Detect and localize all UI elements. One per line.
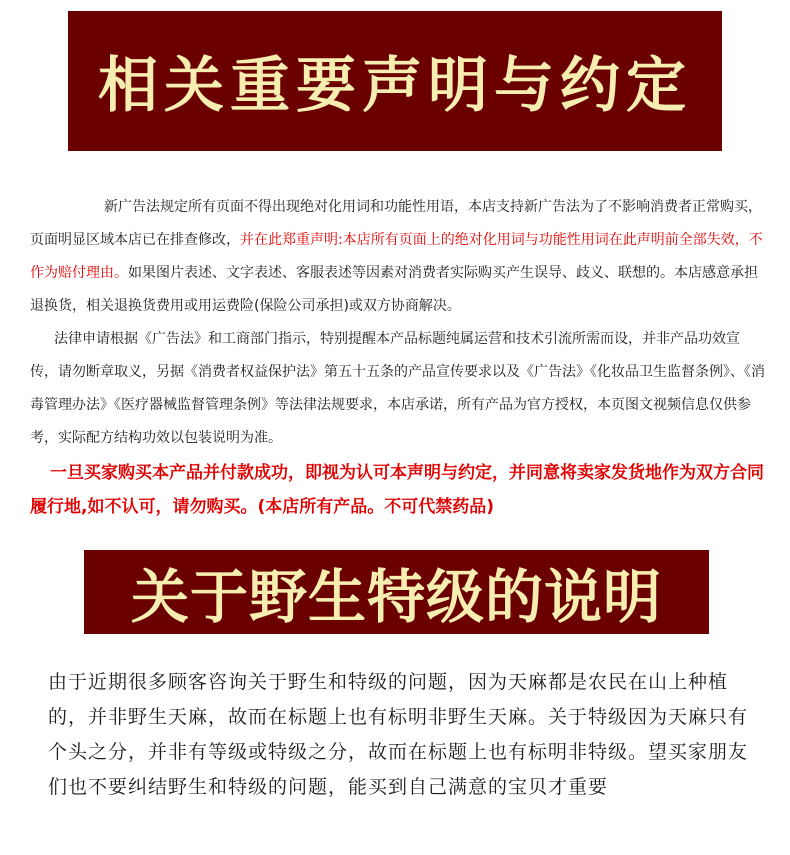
wild-grade-explanation-text: 由于近期很多顾客咨询关于野生和特级的问题，因为天麻都是农民在山上种植的，并非野生天麻，故而在标题上也有标明非野生天麻。关于特级因为天麻只有个头之分，并非有等级或特级之分，故而在标题上也有标明非特级。望买家朋友们也不要纠结野生和特级的问题，能买到自己满意的宝贝才重要 <box>48 671 749 798</box>
ad-law-notice-paragraph <box>30 191 765 323</box>
legal-basis-paragraph <box>30 323 765 455</box>
declaration-title: 相关重要声明与约定 <box>98 51 692 121</box>
purchase-agreement-text: 一旦买家购买本产品并付款成功，即视为认可本声明与约定，并同意将卖家发货地作为双方合同履行地,如不认可，请勿购买。(本店所有产品。不可代禁药品) <box>30 463 764 517</box>
ad-law-notice-text: 新广告法规定所有页面不得出现绝对化用词和功能性用语，本店支持新广告法为了不影响消费者正常购买，页面明显区域本店已在排查修改， <box>30 199 762 248</box>
declaration-banner <box>68 11 722 151</box>
ad-law-disclaimer-red: 并在此郑重声明:本店所有页面上的绝对化用词与功能性用词在此声明前全部失效，不作为赔付理由。 <box>30 232 763 281</box>
purchase-agreement-paragraph <box>30 456 770 524</box>
wild-grade-title: 关于野生特级的说明 <box>130 563 662 631</box>
wild-grade-explanation <box>48 665 748 805</box>
wild-grade-banner <box>84 550 709 634</box>
legal-basis-text: 法律申请根据《广告法》和工商部门指示，特别提醒本产品标题纯属运营和技术引流所需而设，并非产品功效宣传，请勿断章取义，另据《消费者权益保护法》第五十五条的产品宣传要求以及《广告法》《化妆品卫生监督条例》、《消毒管理办法》《医疗器械监督管理条例》等法律法规要求，本店承诺，所有产品为官方授权，本页图文视频信息仅供参考，实际配方结构功效以包装说明为准。 <box>30 331 765 446</box>
ad-law-notice-text-end: 如果图片表述、文字表述、客服表述等因素对消费者实际购买产生误导、歧义、联想的。本店感意承担退换货，相关退换货费用或用运费险(保险公司承担)或双方协商解决。 <box>30 265 758 314</box>
